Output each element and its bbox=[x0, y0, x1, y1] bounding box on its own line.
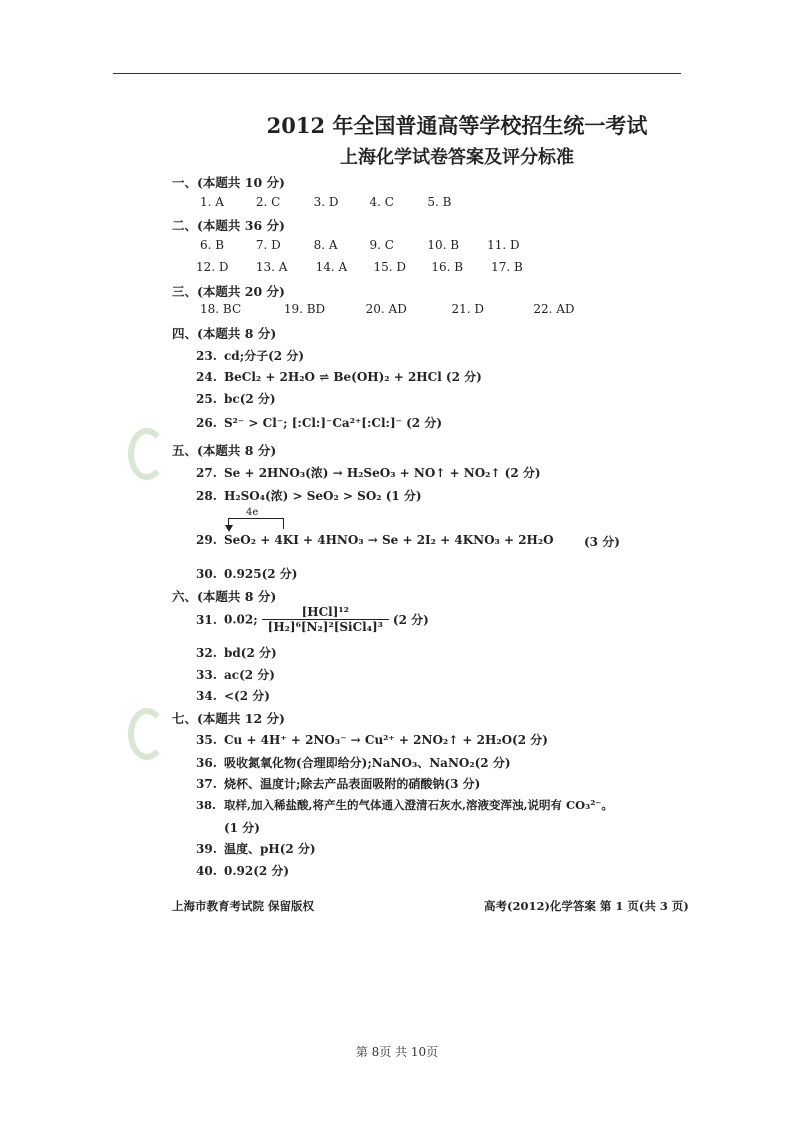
section-heading: 四、(本题共 8 分) bbox=[172, 326, 277, 341]
mc-answer: 9. C bbox=[369, 238, 394, 252]
answer-37: 37. 烧杯、温度计;除去产品表面吸附的硝酸钠(3 分) bbox=[196, 777, 481, 791]
mc-answer: 4. C bbox=[369, 195, 394, 209]
electron-transfer-label: 4e bbox=[246, 507, 259, 518]
answer-28: 28. H₂SO₄(浓) > SeO₂ > SO₂ (1 分) bbox=[196, 489, 422, 503]
top-rule bbox=[113, 73, 681, 74]
answer-row bbox=[200, 238, 520, 252]
section-heading: 五、(本题共 8 分) bbox=[172, 443, 277, 458]
mc-answer: 1. A bbox=[200, 195, 224, 209]
answer-40: 40. 0.92(2 分) bbox=[196, 864, 290, 878]
mc-answer: 5. B bbox=[427, 195, 452, 209]
answer-24: 24. BeCl₂ + 2H₂O ⇌ Be(OH)₂ + 2HCl (2 分) bbox=[196, 370, 482, 384]
mc-answer: 21. D bbox=[451, 302, 485, 316]
section-heading: 一、(本题共 10 分) bbox=[172, 175, 285, 190]
watermark-logo bbox=[128, 708, 166, 760]
section-heading: 二、(本题共 36 分) bbox=[172, 218, 285, 233]
mc-answer: 13. A bbox=[255, 260, 288, 274]
footer-copyright: 上海市教育考试院 保留版权 bbox=[172, 899, 315, 913]
answer-35: 35. Cu + 4H⁺ + 2NO₃⁻ → Cu²⁺ + 2NO₂↑ + 2H₂O(2 分) bbox=[196, 733, 548, 747]
mc-answer: 7. D bbox=[255, 238, 281, 252]
mc-answer: 18. BC bbox=[200, 302, 242, 316]
answer-38: 38. 取样,加入稀盐酸,将产生的气体通入澄清石灰水,溶液变浑浊,说明有 CO₃²⁻。 bbox=[196, 798, 613, 812]
mc-answer: 6. B bbox=[200, 238, 225, 252]
document-subtitle: 上海化学试卷答案及评分标准 bbox=[340, 147, 574, 168]
mc-answer: 8. A bbox=[313, 238, 338, 252]
mc-answer: 12. D bbox=[196, 260, 229, 274]
mc-answer: 15. D bbox=[373, 260, 407, 274]
answer-32: 32. bd(2 分) bbox=[196, 646, 277, 660]
mc-answer: 14. A bbox=[315, 260, 348, 274]
answer-25: 25. bc(2 分) bbox=[196, 392, 276, 406]
section-heading: 三、(本题共 20 分) bbox=[172, 284, 285, 299]
answer-33: 33. ac(2 分) bbox=[196, 668, 275, 682]
mc-answer: 2. C bbox=[255, 195, 281, 209]
mc-answer: 19. BD bbox=[283, 302, 326, 316]
answer-36: 36. 吸收氮氧化物(合理即给分);NaNO₃、NaNO₂(2 分) bbox=[196, 756, 511, 770]
mc-answer: 10. B bbox=[427, 238, 460, 252]
arrow-head-icon bbox=[225, 525, 233, 532]
answer-27: 27. Se + 2HNO₃(浓) → H₂SeO₃ + NO↑ + NO₂↑ (2 分) bbox=[196, 466, 541, 480]
mc-answer: 3. D bbox=[313, 195, 339, 209]
answer-31: 31. 0.02; $\frac{\text{[HCl]¹²}}{\text{[H₂]⁶[N₂]²[SiCl₄]³}}$ (2 分) bbox=[196, 605, 429, 634]
answer-row bbox=[200, 302, 575, 316]
electron-transfer-bracket bbox=[228, 518, 284, 529]
answer-row bbox=[200, 195, 451, 209]
answer-30: 30. 0.925(2 分) bbox=[196, 567, 298, 581]
mc-answer: 11. D bbox=[487, 238, 520, 252]
answer-23: 23. cd;分子(2 分) bbox=[196, 349, 305, 363]
section-heading: 七、(本题共 12 分) bbox=[172, 711, 285, 726]
mc-answer: 17. B bbox=[491, 260, 523, 274]
section-heading: 六、(本题共 8 分) bbox=[172, 589, 277, 604]
answer-29-score: (3 分) bbox=[584, 535, 620, 549]
answer-row bbox=[196, 260, 523, 274]
answer-26: 26. S²⁻ > Cl⁻; [:Cl:]⁻Ca²⁺[:Cl:]⁻ (2 分) bbox=[196, 416, 443, 430]
equilibrium-fraction: $\frac{\text{[HCl]¹²}}{\text{[H₂]⁶[N₂]²[SiCl₄]³}}$ bbox=[262, 605, 389, 634]
mc-answer: 16. B bbox=[431, 260, 464, 274]
mc-answer: 22. AD bbox=[533, 302, 575, 316]
answer-38-score: (1 分) bbox=[224, 821, 260, 835]
document-title: 2012 年全国普通高等学校招生统一考试 bbox=[266, 113, 648, 138]
mc-answer: 20. AD bbox=[365, 302, 407, 316]
answer-29: 29. SeO₂ + 4KI + 4HNO₃ → Se + 2I₂ + 4KNO₃ + 2H₂O bbox=[196, 533, 554, 547]
answer-34: 34. <(2 分) bbox=[196, 689, 270, 703]
page-number: 第 8页 共 10页 bbox=[355, 1045, 439, 1059]
footer-page-info: 高考(2012)化学答案 第 1 页(共 3 页) bbox=[484, 899, 689, 913]
watermark-logo bbox=[128, 428, 166, 480]
answer-39: 39. 温度、pH(2 分) bbox=[196, 842, 316, 856]
